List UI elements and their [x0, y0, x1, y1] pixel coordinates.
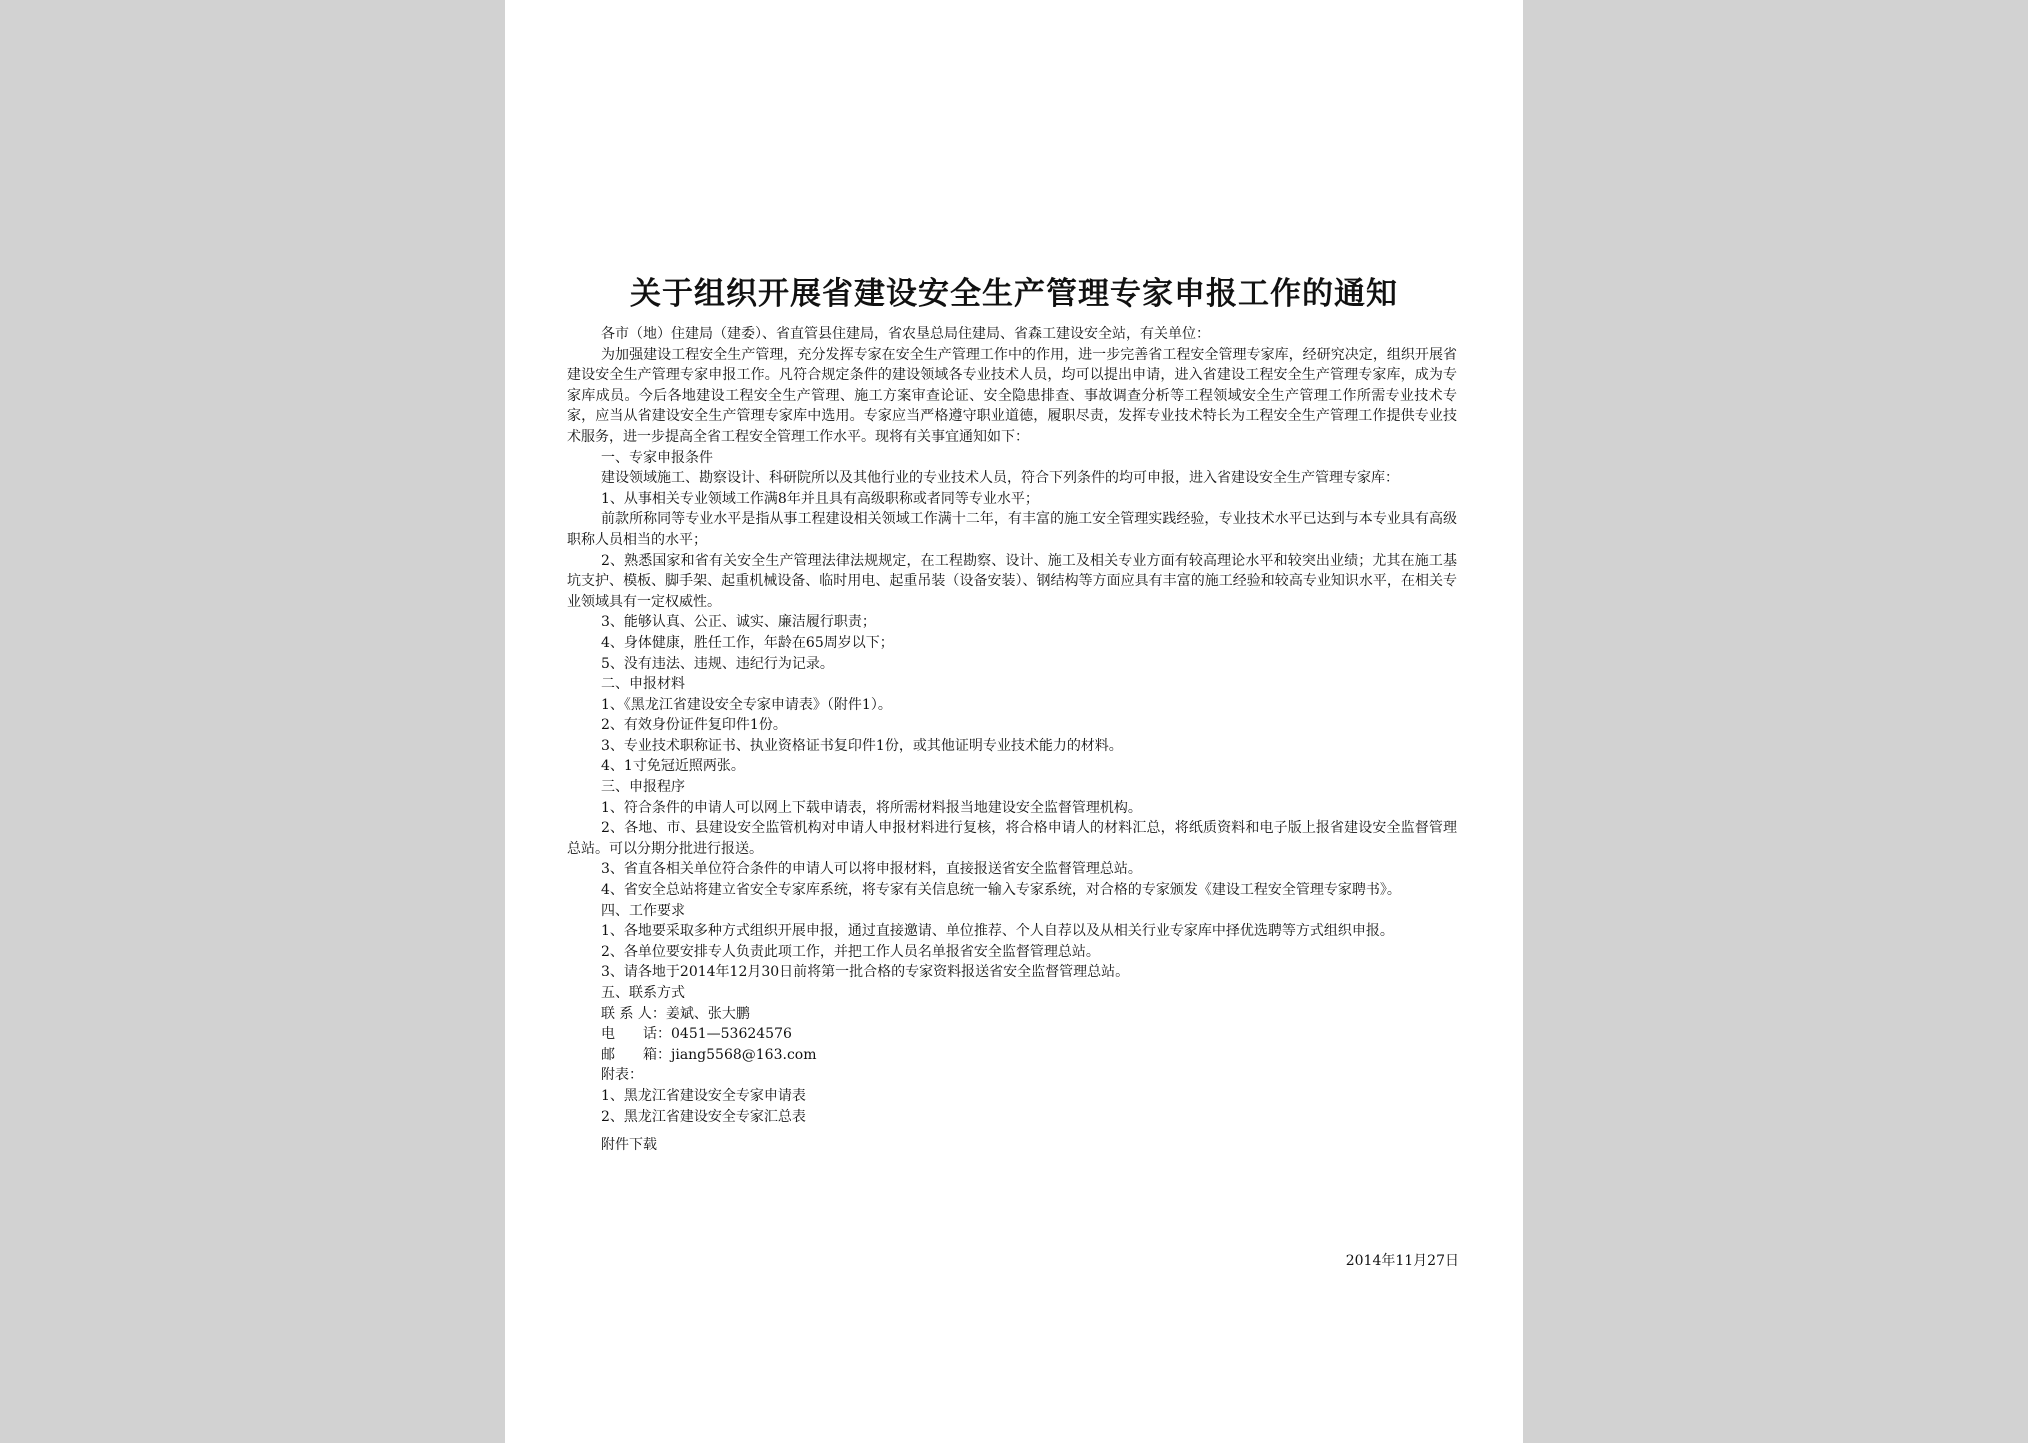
- list-item: 4、1寸免冠近照两张。: [601, 758, 745, 775]
- section-heading: 三、申报程序: [601, 779, 685, 796]
- contact-person: 联 系 人：姜斌、张大鹏: [601, 1005, 750, 1022]
- section-heading: 五、联系方式: [601, 985, 685, 1001]
- list-item: 5、没有违法、违规、违纪行为记录。: [601, 655, 834, 672]
- contact-phone: 电 话：0451—53624576: [601, 1026, 792, 1043]
- document-page: [505, 0, 1523, 1443]
- list-item: 1、符合条件的申请人可以网上下载申请表，将所需材料报当地建设安全监督管理机构。: [601, 799, 1142, 816]
- list-item: 4、身体健康，胜任工作，年龄在65周岁以下；: [601, 634, 894, 651]
- section-heading: 一、专家申报条件: [601, 449, 713, 466]
- list-item: 3、专业技术职称证书、执业资格证书复印件1份，或其他证明专业技术能力的材料。: [601, 737, 1123, 754]
- paragraph-intro: 为加强建设工程安全生产管理，充分发挥专家在安全生产管理工作中的作用，进一步完善省工程安全管理专家库，经研究决定，组织开展省建设安全生产管理专家申报工作。凡符合规定条件的建设领域各专业技术人员，均可以提出申请，进入省建设工程安全生产管理专家库，成为专家库成员。今后各地建设工程安全生产管理、施工方案审查论证、安全隐患排查、事故调查分析等工程领域安全生产管理工作所需专业技术专家，应当从省建设安全生产管理专家库中选用。专家应当严格遵守职业道德，履职尽责，发挥专业技术特长为工程安全生产管理工作提供专业技术服务，进一步提高全省工程安全管理工作水平。现将有关事宜通知如下：: [567, 346, 1457, 445]
- document-body: [567, 324, 1457, 1156]
- list-item: 4、省安全总站将建立省安全专家库系统，将专家有关信息统一输入专家系统，对合格的专家颁发《建设工程安全管理专家聘书》。: [601, 882, 1401, 899]
- paragraph: 建设领域施工、勘察设计、科研院所以及其他行业的专业技术人员，符合下列条件的均可申报，进入省建设安全生产管理专家库：: [601, 470, 1399, 487]
- list-item: 1、《黑龙江省建设安全专家申请表》（附件1）。: [601, 696, 892, 713]
- paragraph: 前款所称同等专业水平是指从事工程建设相关领域工作满十二年，有丰富的施工安全管理实践经验，专业技术水平已达到与本专业具有高级职称人员相当的水平；: [567, 511, 1457, 548]
- attachment-item: 2、黑龙江省建设安全专家汇总表: [601, 1108, 806, 1125]
- attachment-download: 附件下载: [601, 1137, 657, 1154]
- list-item: 1、各地要采取多种方式组织开展申报，通过直接邀请、单位推荐、个人自荐以及从相关行业专家库中择优选聘等方式组织申报。: [601, 923, 1394, 940]
- attachments-heading: 附表：: [601, 1067, 643, 1084]
- section-heading: 四、工作要求: [601, 902, 685, 919]
- contact-email: 邮 箱：jiang5568@163.com: [601, 1046, 817, 1063]
- attachment-item: 1、黑龙江省建设安全专家申请表: [601, 1087, 806, 1104]
- document-date: 2014年11月27日: [1345, 1253, 1459, 1269]
- list-item: 2、有效身份证件复印件1份。: [601, 717, 787, 734]
- list-item: 3、省直各相关单位符合条件的申请人可以将申报材料，直接报送省安全监督管理总站。: [601, 861, 1142, 878]
- document-title: 关于组织开展省建设安全生产管理专家申报工作的通知: [630, 276, 1398, 312]
- section-heading: 二、申报材料: [601, 676, 685, 693]
- paragraph-salutation: 各市（地）住建局（建委）、省直管县住建局，省农垦总局住建局、省森工建设安全站，有关单位：: [601, 326, 1210, 342]
- list-item: 1、从事相关专业领域工作满8年并且具有高级职称或者同等专业水平；: [601, 490, 1039, 507]
- list-item: 3、能够认真、公正、诚实、廉洁履行职责；: [601, 614, 876, 631]
- list-item: 2、各单位要安排专人负责此项工作，并把工作人员名单报省安全监督管理总站。: [601, 943, 1100, 960]
- list-item: 2、熟悉国家和省有关安全生产管理法律法规规定，在工程勘察、设计、施工及相关专业方面有较高理论水平和较突出业绩；尤其在施工基坑支护、模板、脚手架、起重机械设备、临时用电、起重吊装（设备安装）、钢结构等方面应具有丰富的施工经验和较高专业知识水平，在相关专业领域具有一定权威性。: [567, 552, 1457, 610]
- list-item: 3、请各地于2014年12月30日前将第一批合格的专家资料报送省安全监督管理总站。: [601, 964, 1130, 981]
- list-item: 2、各地、市、县建设安全监管机构对申请人申报材料进行复核，将合格申请人的材料汇总，将纸质资料和电子版上报省建设安全监督管理总站。可以分期分批进行报送。: [567, 820, 1457, 857]
